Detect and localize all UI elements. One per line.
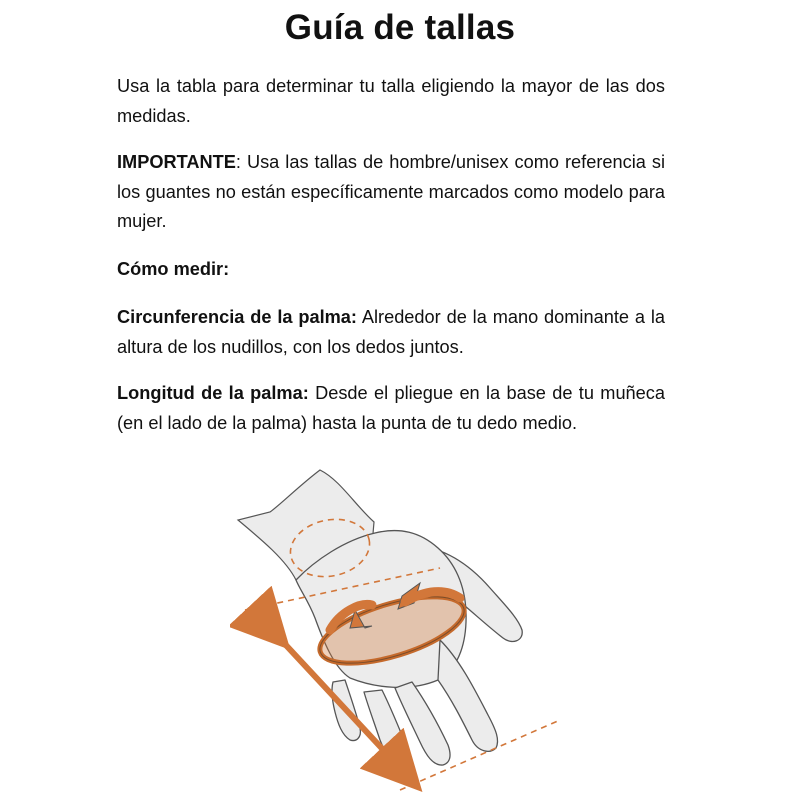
important-paragraph bbox=[117, 148, 665, 237]
important-text: : Usa las tallas de hombre/unisex como referencia si los guantes no están específicamente marcados como modelo para mujer. bbox=[117, 152, 665, 231]
page-title: Guía de tallas bbox=[284, 8, 516, 47]
length-text: Desde el pliegue en la base de tu muñeca (en el lado de la palma) hasta la punta de tu dedo medio. bbox=[117, 383, 665, 433]
circumference-label: Circunferencia de la palma: bbox=[117, 307, 357, 327]
hand-measurement-illustration bbox=[230, 462, 570, 800]
important-label: IMPORTANTE bbox=[117, 152, 236, 172]
instructions bbox=[117, 72, 665, 438]
intro-paragraph: Usa la tabla para determinar tu talla eligiendo la mayor de las dos medidas. bbox=[117, 76, 665, 126]
circumference-paragraph bbox=[117, 303, 665, 362]
length-paragraph bbox=[117, 379, 665, 438]
length-label: Longitud de la palma: bbox=[117, 383, 309, 403]
circumference-text: Alrededor de la mano dominante a la altura de los nudillos, con los dedos juntos. bbox=[117, 307, 665, 357]
how-to-label: Cómo medir: bbox=[117, 258, 230, 279]
how-to-heading bbox=[117, 255, 665, 285]
